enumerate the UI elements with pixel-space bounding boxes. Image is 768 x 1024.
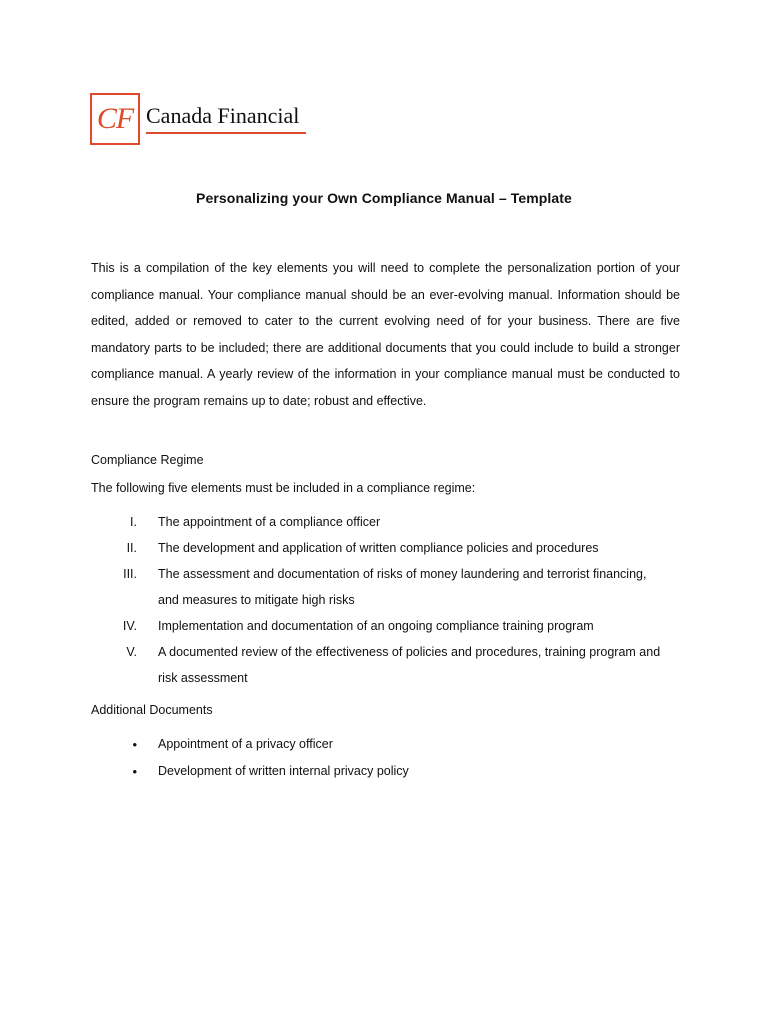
list-item <box>91 561 691 613</box>
list-item-line: The development and application of written compliance policies and procedures <box>158 541 599 555</box>
compliance-elements-list <box>91 509 691 691</box>
list-item <box>91 639 691 691</box>
list-item-text: Appointment of a privacy officer <box>158 737 333 751</box>
compliance-regime-heading: Compliance Regime <box>91 453 204 467</box>
roman-numeral: I. <box>130 515 137 529</box>
intro-line: ensure the program remains up to date; robust and effective. <box>91 393 427 408</box>
roman-numeral: III. <box>123 567 137 581</box>
list-item-text <box>158 613 678 639</box>
list-item-text: Development of written internal privacy policy <box>158 764 409 778</box>
list-item <box>91 535 691 561</box>
list-item-line: risk assessment <box>158 671 248 685</box>
list-item-line: A documented review of the effectiveness of policies and procedures, training program and <box>158 645 661 659</box>
bullet-icon: • <box>132 764 137 779</box>
roman-numeral: V. <box>126 645 137 659</box>
intro-line: compliance manual. Your compliance manual should be an ever-evolving manual. Information should be <box>91 287 680 302</box>
bullet-icon: • <box>132 737 137 752</box>
compliance-regime-lead: The following five elements must be included in a compliance regime: <box>91 481 476 495</box>
intro-line: mandatory parts to be included; there are additional documents that you could include to build a stronger <box>91 340 680 355</box>
intro-line: compliance manual. A yearly review of the information in your compliance manual must be conducted to <box>91 367 680 381</box>
roman-numeral: IV. <box>122 619 137 633</box>
list-item <box>91 509 691 535</box>
document-title: Personalizing your Own Compliance Manual – Template <box>196 190 572 206</box>
intro-line: edited, added or removed to cater to the current evolving need of for your business. There are five <box>91 314 680 328</box>
list-item-line: and measures to mitigate high risks <box>158 593 355 607</box>
intro-paragraph <box>91 255 680 414</box>
additional-documents-list <box>91 731 691 785</box>
list-item <box>91 613 691 639</box>
company-logo <box>90 93 306 147</box>
list-item-text <box>158 639 678 691</box>
logo-mark-box <box>90 93 140 145</box>
list-item-line: Implementation and documentation of an ongoing compliance training program <box>158 619 594 633</box>
list-item <box>91 731 691 758</box>
list-item-text <box>158 509 678 535</box>
additional-documents-heading: Additional Documents <box>91 703 213 717</box>
list-item <box>91 758 691 785</box>
company-name: Canada Financial <box>146 103 300 128</box>
list-item-text <box>158 535 678 561</box>
logo-underline <box>146 132 306 134</box>
intro-line: This is a compilation of the key elements you will need to complete the personalization portion of your <box>91 261 680 275</box>
logo-mark: CF <box>96 102 134 135</box>
roman-numeral: II. <box>126 541 137 555</box>
list-item-line: The appointment of a compliance officer <box>158 515 381 529</box>
list-item-line: The assessment and documentation of risks of money laundering and terrorist financing, <box>158 567 647 581</box>
list-item-text <box>158 561 678 613</box>
